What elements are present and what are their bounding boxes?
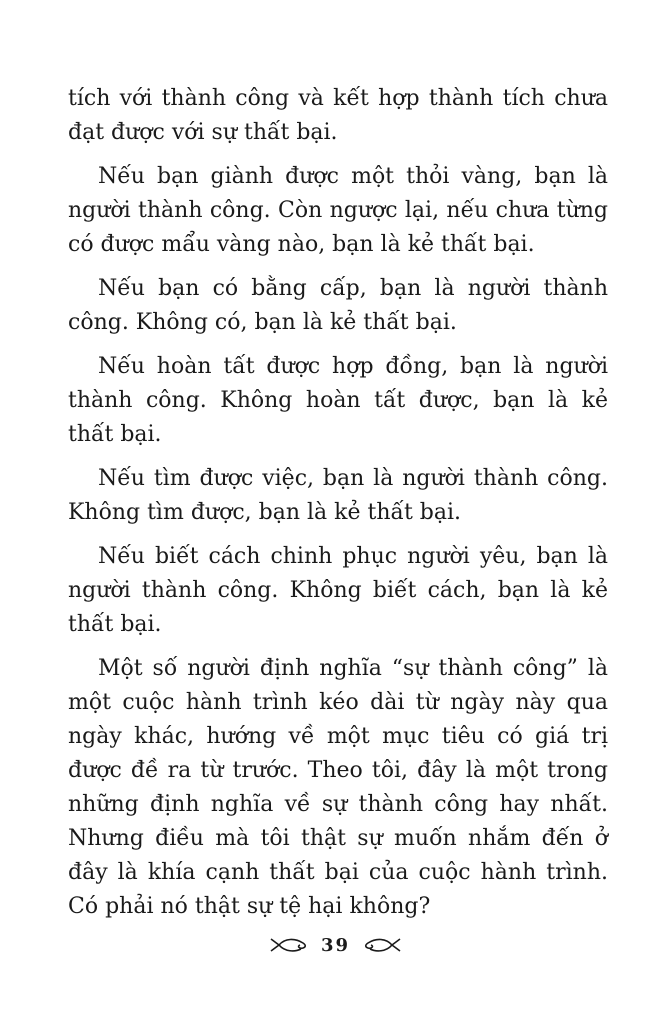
paragraph-job: Nếu tìm được việc, bạn là người thành công. Không tìm được, bạn là kẻ thất bại. [68, 466, 608, 525]
paragraph-contract: Nếu hoàn tất được hợp đồng, bạn là người thành công. Không hoàn tất được, bạn là kẻ thất bại. [68, 354, 608, 447]
body-text [68, 82, 608, 934]
page-number: 39 [320, 934, 351, 956]
paragraph-degree: Nếu bạn có bằng cấp, bạn là người thành công. Không có, bạn là kẻ thất bại. [68, 276, 608, 335]
page-folio [0, 930, 671, 960]
paragraph-continued: tích với thành công và kết hợp thành tích chưa đạt được với sự thất bại. [68, 86, 608, 145]
paragraph-love: Nếu biết cách chinh phục người yêu, bạn là người thành công. Không biết cách, bạn là kẻ thất bại. [68, 544, 608, 637]
paragraph-gold: Nếu bạn giành được một thỏi vàng, bạn là người thành công. Còn ngược lại, nếu chưa từng có được mẩu vàng nào, bạn là kẻ thất bại. [68, 164, 608, 257]
fish-scroll-right-icon [360, 936, 402, 954]
fish-scroll-left-icon [269, 936, 311, 954]
paragraph-definition: Một số người định nghĩa “sự thành công” là một cuộc hành trình kéo dài từ ngày này qua ngày khác, hướng về một mục tiêu có giá trị được đề ra từ trước. Theo tôi, đây là một trong những định nghĩa về sự thành công hay nhất. Nhưng điều mà tôi thật sự muốn nhắm đến ở đây là khía cạnh thất bại của cuộc hành trình. Có phải nó thật sự tệ hại không? [68, 656, 608, 919]
